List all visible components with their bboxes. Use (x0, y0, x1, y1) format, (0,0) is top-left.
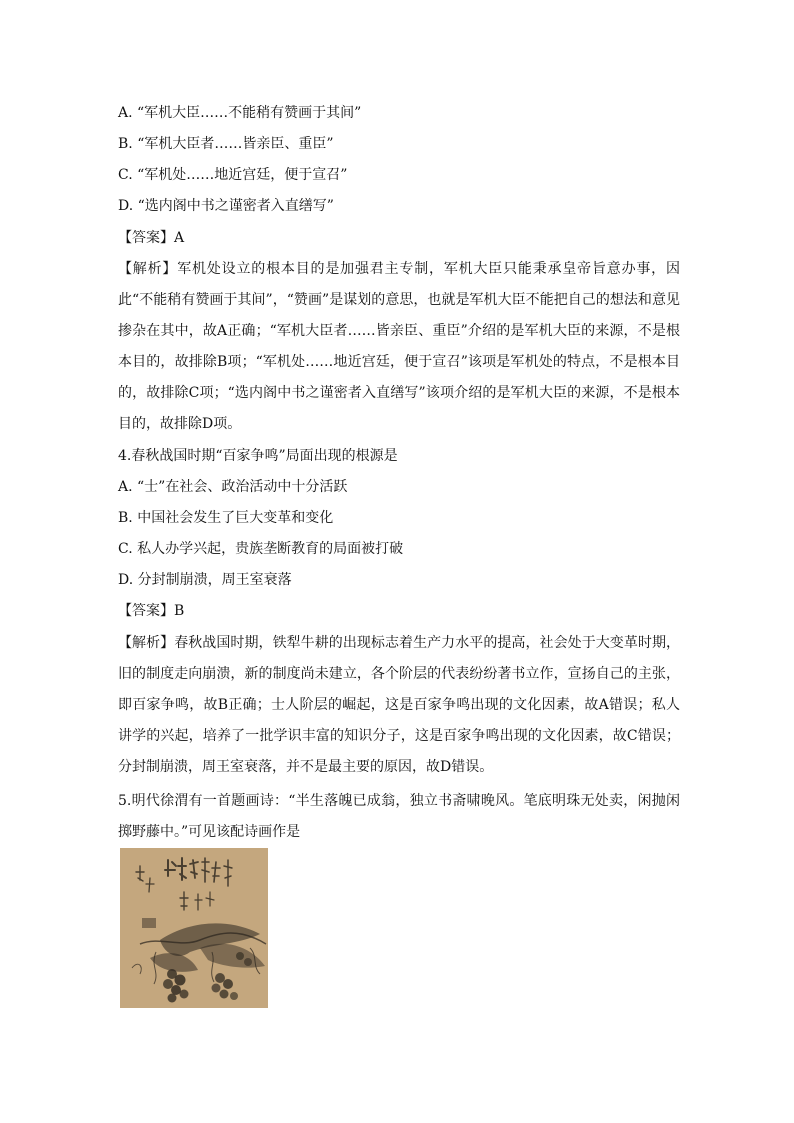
q4-question: 4.春秋战国时期“百家争鸣”局面出现的根源是 (118, 448, 398, 464)
q3-option-d: D. “选内阁中书之谨密者入直缮写” (118, 198, 334, 214)
seal-stamp (142, 918, 156, 928)
q4-option-b: B. 中国社会发生了巨大变革和变化 (118, 510, 334, 526)
q3-option-c: C. “军机处……地近宫廷，便于宣召” (118, 167, 348, 183)
q4-answer: 【答案】B (118, 603, 185, 619)
q4-option-d: D. 分封制崩溃，周王室衰落 (118, 572, 292, 588)
q3-analysis: 【解析】军机处设立的根本目的是加强君主专制，军机大臣只能秉承皇帝旨意办事，因此“不能稍有赞画于其间”，“赞画”是谋划的意思，也就是军机大臣不能把自己的想法和意见掺杂在其中，故A正确；“军机大臣者……皆亲臣、重臣”介绍的是军机大臣的来源，不是根本目的，故排除B项；“军机处……地近宫廷，便于宣召”该项是军机处的特点，不是根本目的，故排除C项；“选内阁中书之谨密者入直缮写”该项介绍的是军机大臣的来源，不是根本目的，故排除D项。 (118, 261, 680, 432)
ink-painting-image (120, 848, 268, 1008)
q3-option-b: B. “军机大臣者……皆亲臣、重臣” (118, 136, 334, 152)
q4-analysis: 【解析】春秋战国时期，铁犁牛耕的出现标志着生产力水平的提高，社会处于大变革时期，旧的制度走向崩溃，新的制度尚未建立，各个阶层的代表纷纷著书立作，宣扬自己的主张，即百家争鸣，故B正确；士人阶层的崛起，这是百家争鸣出现的文化因素，故A错误；私人讲学的兴起，培养了一批学识丰富的知识分子，这是百家争鸣出现的文化因素，故C错误；分封制崩溃，周王室衰落，并不是最主要的原因，故D错误。 (118, 635, 680, 775)
q3-option-a: A. “军机大臣……不能稍有赞画于其间” (118, 105, 362, 121)
q5-question: 5.明代徐渭有一首题画诗：“半生落魄已成翁，独立书斋啸晚风。笔底明珠无处卖，闲抛闲掷野藤中。”可见该配诗画作是 (118, 793, 680, 840)
q3-answer: 【答案】A (118, 230, 185, 246)
q4-option-c: C. 私人办学兴起，贵族垄断教育的局面被打破 (118, 541, 404, 557)
q4-option-a: A. “士”在社会、政治活动中十分活跃 (118, 479, 348, 495)
